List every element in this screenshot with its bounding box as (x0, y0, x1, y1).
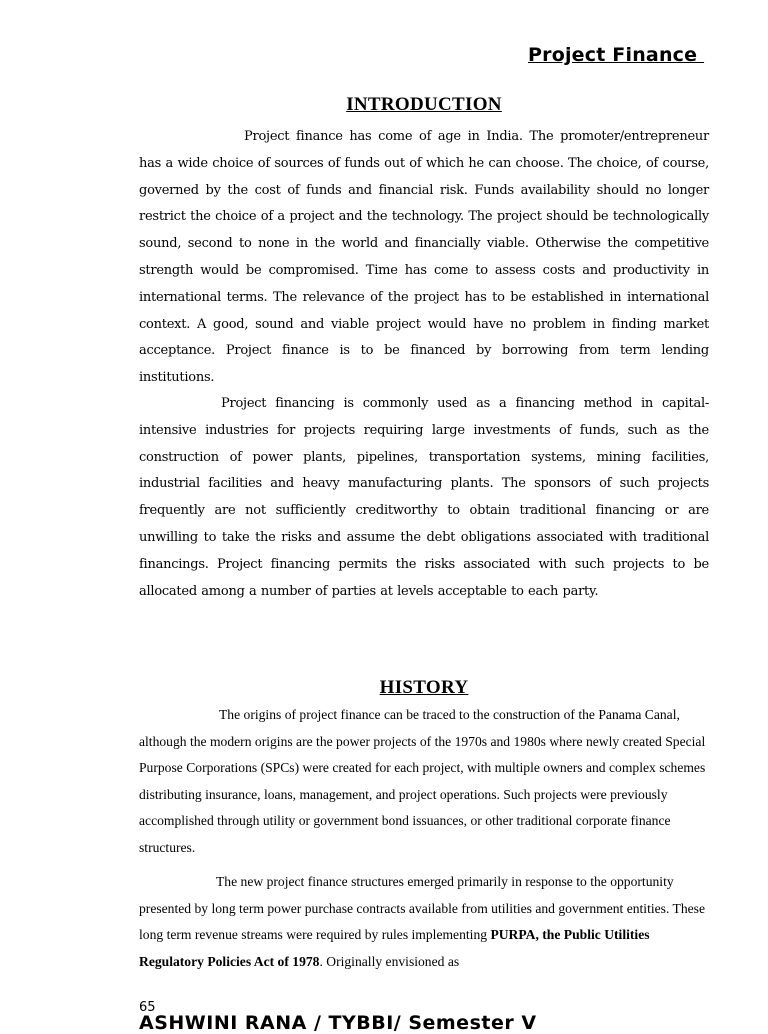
history-paragraph-2 (139, 869, 709, 975)
history-paragraph-2-text-end: . Originally envisioned as (319, 953, 460, 969)
history-paragraph-2-text-start: The new project finance structures emerged primarily in response to the opportunity presented by long term power purchase contracts available from utilities and government entities. These long term revenue streams were required by rules implementing (139, 874, 705, 943)
page-header-title: Project Finance (528, 44, 705, 66)
history-heading: HISTORY (379, 677, 469, 698)
history-paragraph-1: The origins of project finance can be traced to the construction of the Panama Canal, although the modern origins are the power projects of the 1970s and 1980s where newly created Special Purpose Corporations (SPCs) were created for each project, with multiple owners and complex schemes distributing insurance, loans, management, and project operations. Such projects were previously accomplished through utility or government bond issuances, or other traditional corporate finance structures. (139, 707, 706, 855)
introduction-paragraph-2: Project financing is commonly used as a financing method in capital-intensive industries for projects requiring large investments of funds, such as the construction of power plants, pipelines, transportation systems, mining facilities, industrial facilities and heavy manufacturing plants. The sponsors of such projects frequently are not sufficiently creditworthy to obtain traditional financing or are unwilling to take the risks and assume the debt obligations associated with traditional financings. Project financing permits the risks associated with such projects to be allocated among a number of parties at levels acceptable to each party. (139, 396, 709, 599)
introduction-heading: INTRODUCTION (346, 94, 502, 115)
footer-author-line: ASHWINI RANA / TYBBI/ Semester V (139, 1012, 537, 1034)
introduction-paragraph-1: Project finance has come of age in India. The promoter/entrepreneur has a wide choice of sources of funds out of which he can choose. The choice, of course, governed by the cost of funds and financial risk. Funds availability should no longer restrict the choice of a project and the technology. The project should be technologically sound, second to none in the world and financially viable. Otherwise the competitive strength would be compromised. Time has come to assess costs and productivity in international terms. The relevance of the project has to be established in international context. A good, sound and viable project would have no problem in finding market acceptance. Project finance is to be financed by borrowing from term lending institutions. (139, 129, 709, 386)
page-number: 65 (139, 1000, 156, 1015)
purpa-reference: PURPA, the Public Utilities Regulatory Policies Act of 1978 (139, 927, 650, 969)
